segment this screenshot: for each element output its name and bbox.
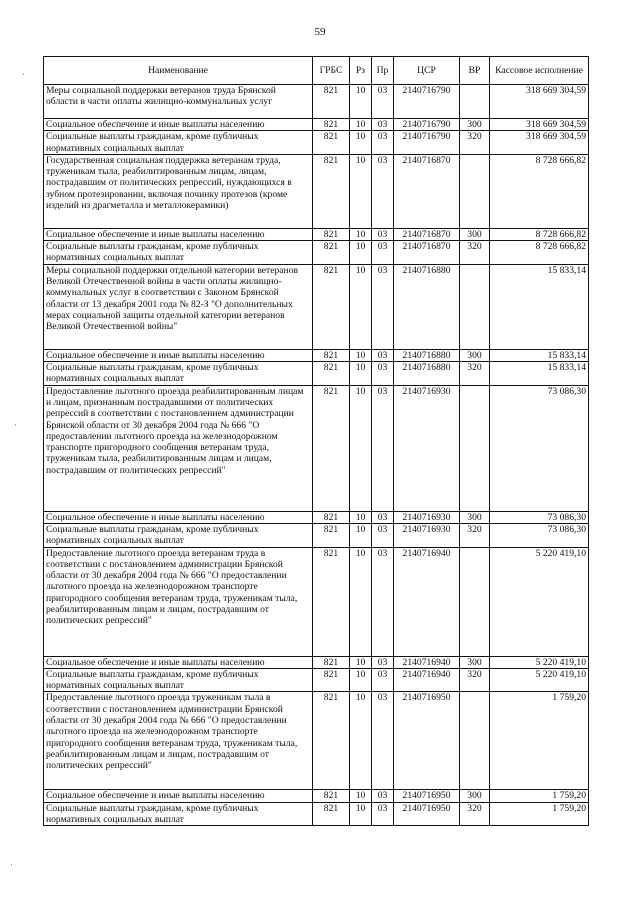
cell-amount: 1 759,20 — [490, 790, 589, 802]
cell-amount: 5 220 419,10 — [490, 656, 589, 668]
cell-pr: 03 — [372, 362, 394, 386]
cell-vr — [460, 385, 490, 511]
table-row — [44, 362, 589, 386]
cell-rz: 10 — [350, 241, 372, 265]
cell-vr: 320 — [460, 131, 490, 155]
cell-csr: 2140716930 — [394, 511, 460, 523]
cell-grbs: 821 — [313, 668, 350, 692]
cell-csr: 2140716870 — [394, 241, 460, 265]
column-header-rz: Рз — [350, 57, 372, 85]
cell-pr: 03 — [372, 523, 394, 547]
cell-name: Социальное обеспечение и иные выплаты населению — [44, 349, 313, 361]
scan-mark: ` — [22, 72, 25, 82]
cell-amount: 73 086,30 — [490, 523, 589, 547]
cell-grbs: 821 — [313, 131, 350, 155]
scan-mark: · — [14, 420, 17, 430]
cell-amount: 1 759,20 — [490, 692, 589, 790]
cell-pr: 03 — [372, 692, 394, 790]
column-header-vr: ВР — [460, 57, 490, 85]
cell-name: Предоставление льготного проезда ветеранам труда в соответствии с постановлением администрации Брянской области от 30 декабря 2004 года № 666 "О предоставлении льготного проезда на железнодорожном транспорте пригородного сообщения ветеранам труда, труженикам тыла, реабилитированным лицам и лицам, пострадавшим от политических репрессий" — [44, 547, 313, 656]
cell-rz: 10 — [350, 264, 372, 349]
cell-pr: 03 — [372, 85, 394, 119]
cell-pr: 03 — [372, 119, 394, 131]
cell-grbs: 821 — [313, 523, 350, 547]
cell-pr: 03 — [372, 547, 394, 656]
cell-pr: 03 — [372, 668, 394, 692]
table-row — [44, 547, 589, 656]
cell-vr: 320 — [460, 241, 490, 265]
cell-vr — [460, 547, 490, 656]
table-header-row — [44, 57, 589, 85]
cell-csr: 2140716790 — [394, 131, 460, 155]
table-row — [44, 264, 589, 349]
cell-name: Социальное обеспечение и иные выплаты населению — [44, 511, 313, 523]
cell-amount: 5 220 419,10 — [490, 547, 589, 656]
cell-csr: 2140716940 — [394, 656, 460, 668]
cell-vr: 300 — [460, 790, 490, 802]
cell-rz: 10 — [350, 228, 372, 240]
cell-name: Социальное обеспечение и иные выплаты населению — [44, 228, 313, 240]
cell-grbs: 821 — [313, 241, 350, 265]
cell-pr: 03 — [372, 241, 394, 265]
cell-name: Социальные выплаты гражданам, кроме публичных нормативных социальных выплат — [44, 362, 313, 386]
table-row — [44, 154, 589, 228]
cell-name: Государственная социальная поддержка ветеранам труда, труженикам тыла, реабилитированным лицам, лицам, пострадавшим от политических репрессий, нуждающихся в зубном протезировании, включая починку протезов (кроме изделий из драгметалла и металлокерамики) — [44, 154, 313, 228]
table-row — [44, 349, 589, 361]
column-header-name: Наименование — [44, 57, 313, 85]
cell-vr — [460, 264, 490, 349]
cell-name: Предоставление льготного проезда реабилитированным лицам и лицам, признанным пострадавшими от политических репрессий в соответствии с постановлением администрации Брянской области от 30 декабря 2004 года № 666 "О предоставлении льготного проезда на железнодорожном транспорте пригородного сообщения ветеранам труда, труженикам тыла, реабилитированным лицам и лицам, пострадавшим от политических репрессий" — [44, 385, 313, 511]
cell-csr: 2140716870 — [394, 228, 460, 240]
table-row — [44, 802, 589, 826]
cell-amount: 8 728 666,82 — [490, 241, 589, 265]
cell-csr: 2140716930 — [394, 523, 460, 547]
cell-pr: 03 — [372, 802, 394, 826]
cell-csr: 2140716790 — [394, 119, 460, 131]
cell-grbs: 821 — [313, 154, 350, 228]
cell-pr: 03 — [372, 511, 394, 523]
cell-rz: 10 — [350, 523, 372, 547]
table-row — [44, 511, 589, 523]
cell-csr: 2140716870 — [394, 154, 460, 228]
column-header-amount: Кассовое исполнение — [490, 57, 589, 85]
cell-vr: 320 — [460, 668, 490, 692]
cell-vr: 300 — [460, 119, 490, 131]
cell-grbs: 821 — [313, 656, 350, 668]
cell-grbs: 821 — [313, 385, 350, 511]
column-header-pr: Пр — [372, 57, 394, 85]
cell-name: Социальное обеспечение и иные выплаты населению — [44, 656, 313, 668]
cell-name: Социальное обеспечение и иные выплаты населению — [44, 119, 313, 131]
cell-name: Социальные выплаты гражданам, кроме публичных нормативных социальных выплат — [44, 668, 313, 692]
cell-amount: 73 086,30 — [490, 511, 589, 523]
cell-vr: 320 — [460, 802, 490, 826]
table-row — [44, 692, 589, 790]
cell-rz: 10 — [350, 154, 372, 228]
cell-rz: 10 — [350, 85, 372, 119]
cell-amount: 1 759,20 — [490, 802, 589, 826]
table-row — [44, 241, 589, 265]
cell-rz: 10 — [350, 511, 372, 523]
cell-grbs: 821 — [313, 85, 350, 119]
cell-vr: 300 — [460, 228, 490, 240]
cell-name: Социальные выплаты гражданам, кроме публичных нормативных социальных выплат — [44, 131, 313, 155]
cell-grbs: 821 — [313, 228, 350, 240]
cell-csr: 2140716950 — [394, 790, 460, 802]
table-row — [44, 385, 589, 511]
cell-pr: 03 — [372, 349, 394, 361]
cell-grbs: 821 — [313, 692, 350, 790]
cell-grbs: 821 — [313, 119, 350, 131]
cell-rz: 10 — [350, 802, 372, 826]
cell-amount: 15 833,14 — [490, 264, 589, 349]
column-header-csr: ЦСР — [394, 57, 460, 85]
cell-rz: 10 — [350, 547, 372, 656]
cell-rz: 10 — [350, 119, 372, 131]
cell-amount: 8 728 666,82 — [490, 228, 589, 240]
cell-name: Социальные выплаты гражданам, кроме публичных нормативных социальных выплат — [44, 523, 313, 547]
cell-csr: 2140716880 — [394, 362, 460, 386]
cell-grbs: 821 — [313, 511, 350, 523]
table-row — [44, 228, 589, 240]
cell-vr — [460, 154, 490, 228]
cell-vr: 300 — [460, 656, 490, 668]
table-row — [44, 668, 589, 692]
cell-pr: 03 — [372, 656, 394, 668]
cell-rz: 10 — [350, 131, 372, 155]
cell-amount: 8 728 666,82 — [490, 154, 589, 228]
cell-amount: 318 669 304,59 — [490, 119, 589, 131]
cell-grbs: 821 — [313, 264, 350, 349]
cell-amount: 5 220 419,10 — [490, 668, 589, 692]
table-row — [44, 523, 589, 547]
cell-amount: 15 833,14 — [490, 349, 589, 361]
cell-csr: 2140716880 — [394, 349, 460, 361]
cell-vr: 320 — [460, 362, 490, 386]
scan-mark: · — [10, 860, 13, 870]
cell-csr: 2140716950 — [394, 692, 460, 790]
cell-csr: 2140716940 — [394, 547, 460, 656]
cell-amount: 73 086,30 — [490, 385, 589, 511]
cell-pr: 03 — [372, 154, 394, 228]
cell-rz: 10 — [350, 790, 372, 802]
table-row — [44, 85, 589, 119]
cell-grbs: 821 — [313, 547, 350, 656]
cell-pr: 03 — [372, 264, 394, 349]
cell-rz: 10 — [350, 668, 372, 692]
cell-vr: 320 — [460, 523, 490, 547]
table-row — [44, 131, 589, 155]
cell-rz: 10 — [350, 656, 372, 668]
cell-pr: 03 — [372, 131, 394, 155]
cell-pr: 03 — [372, 790, 394, 802]
cell-name: Предоставление льготного проезда труженикам тыла в соответствии с постановлением администрации Брянской области от 30 декабря 2004 года № 666 "О предоставлении льготного проезда на железнодорожном транспорте пригородного сообщения ветеранам труда, труженикам тыла, реабилитированным лицам и лицам, пострадавшим от политических репрессий" — [44, 692, 313, 790]
cell-rz: 10 — [350, 385, 372, 511]
cell-csr: 2140716950 — [394, 802, 460, 826]
cell-csr: 2140716930 — [394, 385, 460, 511]
cell-amount: 15 833,14 — [490, 362, 589, 386]
cell-grbs: 821 — [313, 349, 350, 361]
column-header-grbs: ГРБС — [313, 57, 350, 85]
cell-name: Социальные выплаты гражданам, кроме публичных нормативных социальных выплат — [44, 241, 313, 265]
cell-vr — [460, 692, 490, 790]
cell-grbs: 821 — [313, 790, 350, 802]
table-row — [44, 119, 589, 131]
cell-name: Социальное обеспечение и иные выплаты населению — [44, 790, 313, 802]
cell-pr: 03 — [372, 385, 394, 511]
cell-amount: 318 669 304,59 — [490, 85, 589, 119]
cell-name: Меры социальной поддержки ветеранов труда Брянской области в части оплаты жилищно-коммунальных услуг — [44, 85, 313, 119]
cell-grbs: 821 — [313, 802, 350, 826]
cell-pr: 03 — [372, 228, 394, 240]
cell-name: Меры социальной поддержки отдельной категории ветеранов Великой Отечественной войны в части оплаты жилищно-коммунальных услуг в соответствии с Законом Брянской области от 13 декабря 2001 года № 82-З "О дополнительных мерах социальной защиты отдельной категории ветеранов Великой Отечественной войны" — [44, 264, 313, 349]
cell-csr: 2140716880 — [394, 264, 460, 349]
cell-amount: 318 669 304,59 — [490, 131, 589, 155]
cell-grbs: 821 — [313, 362, 350, 386]
cell-csr: 2140716940 — [394, 668, 460, 692]
table-row — [44, 790, 589, 802]
cell-vr: 300 — [460, 511, 490, 523]
table-body — [44, 85, 589, 826]
cell-rz: 10 — [350, 362, 372, 386]
cell-name: Социальные выплаты гражданам, кроме публичных нормативных социальных выплат — [44, 802, 313, 826]
table-row — [44, 656, 589, 668]
cell-vr — [460, 85, 490, 119]
cell-vr: 300 — [460, 349, 490, 361]
cell-rz: 10 — [350, 692, 372, 790]
budget-table — [43, 56, 589, 826]
cell-csr: 2140716790 — [394, 85, 460, 119]
cell-rz: 10 — [350, 349, 372, 361]
page-number: 59 — [314, 26, 326, 38]
